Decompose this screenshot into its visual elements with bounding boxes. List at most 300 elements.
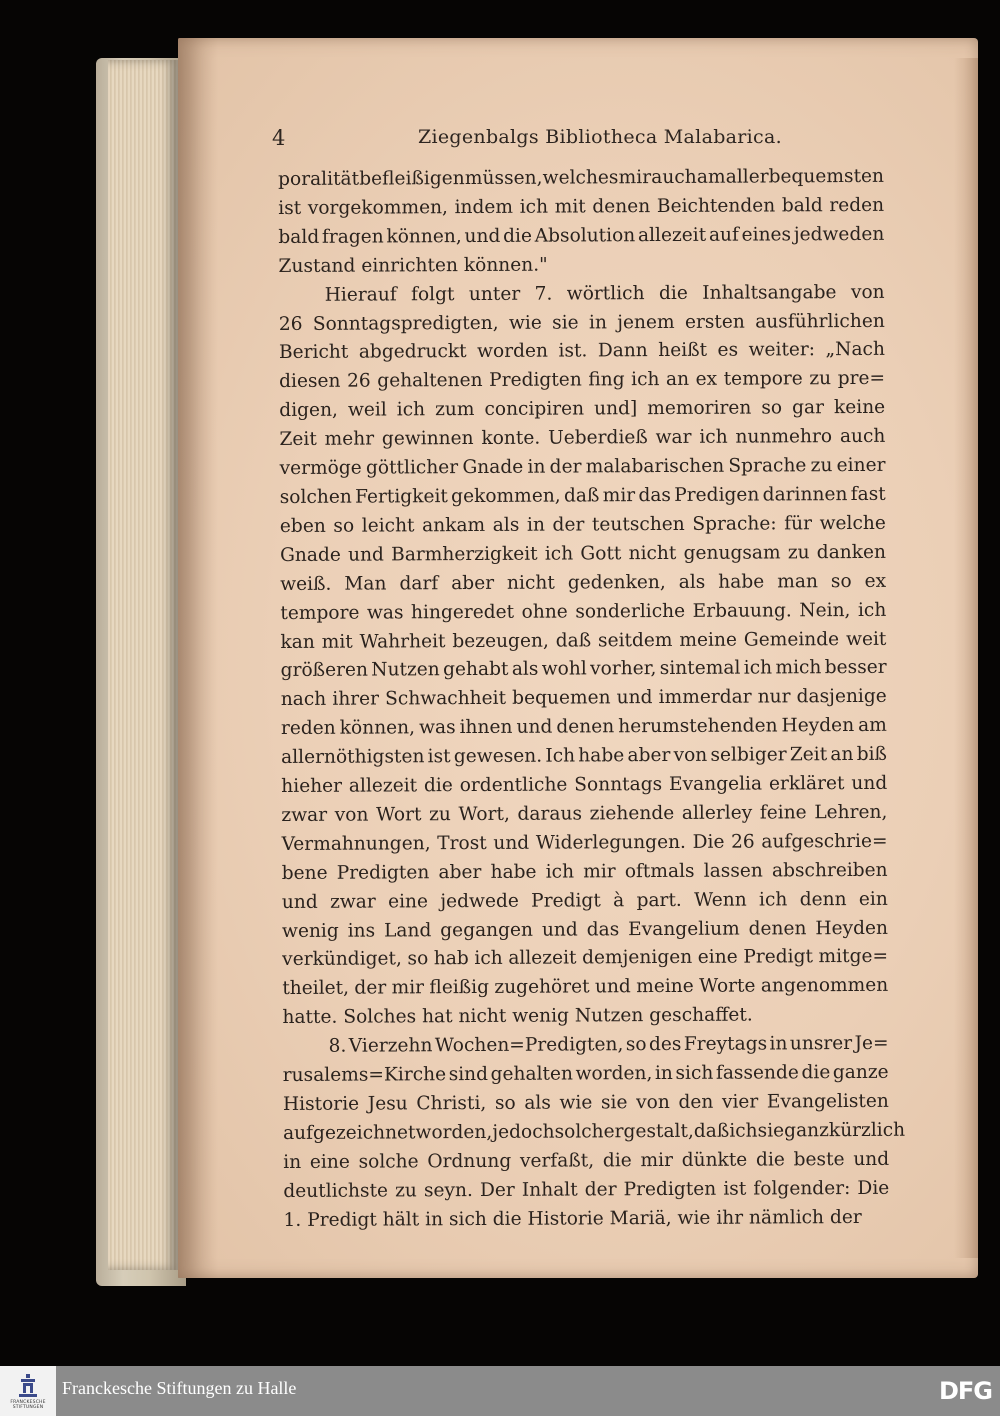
word: dasjenige	[796, 686, 887, 708]
word: die	[503, 225, 532, 247]
text-line	[283, 1059, 889, 1091]
word: hatte.	[282, 1006, 344, 1029]
word: aufgezeichnet	[283, 1122, 416, 1144]
word: ich	[631, 369, 660, 391]
word: der	[354, 977, 387, 999]
word: weil	[347, 399, 387, 421]
word: ersten	[684, 311, 745, 333]
word: Widerlegungen.	[535, 831, 686, 854]
text-line	[280, 539, 886, 571]
word: Predigt	[531, 889, 601, 912]
word: hat	[421, 1006, 459, 1028]
word: seyn.	[423, 1179, 473, 1201]
word: wenig	[512, 1005, 575, 1028]
word: mit	[321, 631, 353, 653]
word: sintemal	[659, 657, 741, 680]
word: Sprache:	[692, 513, 777, 535]
word: fragen	[321, 226, 384, 248]
word: ist	[427, 746, 451, 768]
word: ich	[699, 426, 728, 448]
word: in	[527, 456, 546, 478]
word: Sprache	[728, 455, 807, 477]
word: eine	[309, 1151, 350, 1173]
word: 26	[730, 831, 755, 853]
word: Predigten	[489, 369, 582, 392]
word: in	[769, 1033, 788, 1055]
word: denen	[748, 917, 807, 940]
word: habe	[718, 571, 765, 593]
word: vorgekommen,	[307, 197, 448, 219]
word: der	[584, 1178, 617, 1201]
word: in	[654, 1063, 673, 1085]
word: digen,	[279, 399, 338, 422]
word: ausführlichen	[755, 310, 885, 333]
word: fast	[850, 483, 886, 505]
word: eines	[741, 224, 792, 246]
word: malabarischen	[585, 455, 725, 478]
text-line	[280, 625, 886, 657]
logo-text: FRANCKESCHE STIFTUNGEN	[10, 1400, 46, 1410]
word: Wort,	[458, 803, 510, 826]
word: vermöge	[279, 457, 362, 480]
text-line	[279, 307, 885, 339]
word: allernöthigsten	[281, 746, 425, 769]
word: Ich	[545, 745, 576, 767]
word: Zustand	[278, 255, 362, 277]
word: den	[678, 1091, 714, 1113]
word: Worte	[699, 975, 756, 998]
word: es	[717, 340, 739, 362]
word: des	[648, 1034, 682, 1056]
word: ankam	[422, 514, 486, 537]
word: können,	[386, 225, 462, 248]
word: bald	[781, 195, 823, 217]
word: sie	[757, 1120, 785, 1142]
word: allerley	[681, 802, 753, 824]
word: besser	[824, 657, 887, 679]
word: Solches	[343, 1006, 423, 1028]
word: eine	[388, 890, 429, 913]
word: müssen,	[464, 167, 543, 190]
word: sind	[448, 1064, 489, 1086]
word: keine	[833, 397, 886, 419]
word: Gnade	[279, 544, 341, 566]
word: an	[830, 744, 854, 766]
word: reden	[829, 194, 885, 217]
word: aber	[451, 572, 495, 594]
word: teutschen	[591, 513, 685, 536]
text-line	[283, 1175, 889, 1207]
word: mitge=	[818, 946, 889, 968]
word: von	[636, 1091, 670, 1114]
word: das	[638, 484, 672, 507]
word: angenommen	[760, 975, 889, 997]
word: mir	[640, 1149, 674, 1171]
word: gegangen	[440, 919, 534, 941]
word: wohl	[541, 658, 587, 681]
word: ich	[729, 1120, 758, 1142]
word: hieher	[281, 775, 343, 798]
word: meine	[636, 976, 694, 998]
word: als	[492, 514, 520, 536]
word: zugehöret	[494, 976, 590, 999]
word: Predigt	[307, 1209, 383, 1231]
text-line	[280, 452, 886, 484]
word: in	[425, 1208, 450, 1230]
text-line	[281, 770, 887, 802]
dfg-logo: DFG	[938, 1377, 992, 1405]
word: so	[333, 515, 355, 537]
word: der	[549, 456, 582, 478]
word: vorher,	[590, 658, 657, 680]
word: zwar	[329, 891, 376, 913]
word: unsrer	[789, 1033, 853, 1055]
word: mir	[618, 167, 652, 189]
word: worden,	[575, 1063, 653, 1085]
word: bezeugen,	[452, 630, 549, 652]
word: so	[494, 1092, 516, 1114]
word: so	[761, 397, 783, 419]
word: ich	[544, 543, 574, 565]
word: ist	[278, 197, 302, 219]
word: auf	[708, 224, 739, 246]
word: daraus	[517, 803, 583, 825]
word: solchergestalt,	[554, 1120, 694, 1143]
word: Hierauf	[324, 284, 397, 306]
word: Inhaltsangabe	[702, 281, 837, 304]
word: „Nach	[825, 339, 885, 361]
word: wie	[559, 1092, 593, 1114]
word: diesen	[279, 371, 341, 393]
word: danken	[816, 541, 887, 563]
word: Absolution	[534, 224, 636, 247]
word: dünkte	[681, 1149, 748, 1171]
word: Heyden	[815, 917, 889, 939]
word: à	[613, 889, 625, 911]
word: die	[755, 1149, 785, 1171]
word: poralität	[278, 168, 360, 190]
text-line	[282, 857, 888, 889]
word: theilet,	[282, 978, 350, 1000]
word: sie	[600, 1092, 628, 1114]
word: zwar	[281, 804, 328, 826]
word: an	[665, 369, 690, 391]
word: in	[283, 1151, 302, 1173]
text-line	[281, 799, 887, 831]
word: Sonntagspredigten,	[312, 312, 499, 335]
word: die	[658, 282, 688, 304]
word: immerdar	[658, 686, 752, 709]
word: Inhalt	[521, 1179, 578, 1201]
institution-logo[interactable]	[0, 1366, 56, 1416]
word: selbiger	[710, 744, 787, 766]
word: nicht	[506, 572, 555, 594]
word: Vierzehn	[348, 1035, 433, 1057]
word: eine	[697, 947, 738, 969]
word: können."	[463, 254, 548, 276]
text-line	[282, 914, 888, 946]
word: die	[602, 1149, 632, 1172]
word: ist	[723, 1178, 747, 1200]
word: folgender:	[753, 1177, 851, 1200]
word: hingeredet	[410, 601, 515, 623]
word: denen	[592, 195, 651, 218]
word: 26	[346, 370, 371, 392]
word: tempore	[280, 602, 360, 624]
word: ist.	[558, 340, 588, 362]
word: Die	[692, 831, 725, 853]
word: gehaltenen	[377, 370, 483, 392]
word: deutlichste	[283, 1180, 389, 1202]
word: sie	[552, 311, 579, 334]
word: bequemen	[512, 687, 611, 710]
word: beste	[793, 1148, 845, 1171]
word: allezeit	[508, 947, 577, 970]
word: Wort	[376, 804, 422, 826]
word: ihr	[716, 1207, 750, 1229]
word: Wenn	[694, 889, 747, 911]
word: erkläret	[768, 773, 845, 795]
word: und	[281, 891, 318, 913]
word: und	[853, 1148, 890, 1170]
word: nämlich	[748, 1206, 830, 1229]
text-line	[281, 654, 887, 686]
word: Zeit	[789, 744, 828, 766]
word: darinnen	[762, 483, 848, 506]
word: ordentliche	[459, 774, 568, 797]
word: folgt	[411, 283, 455, 305]
word: genugsam	[683, 542, 781, 564]
word: vier	[721, 1091, 759, 1113]
word: können,	[339, 717, 416, 739]
word: darf	[399, 572, 439, 595]
word: jenem	[617, 311, 675, 333]
word: worden,	[415, 1121, 493, 1144]
word: hält	[382, 1208, 426, 1231]
text-line	[283, 1203, 889, 1235]
text-line	[281, 712, 887, 744]
word: daß	[555, 629, 592, 652]
word: oftmals	[624, 860, 695, 882]
word: weiter:	[748, 339, 816, 361]
word: gedenken,	[567, 571, 666, 594]
word: was	[366, 601, 404, 624]
word: und	[516, 716, 553, 738]
word: von	[673, 744, 708, 767]
word: als	[524, 1092, 551, 1114]
word: fing	[588, 369, 625, 391]
page-number: 4	[272, 126, 286, 150]
word: ich	[758, 888, 788, 911]
word: allezeit	[637, 224, 707, 246]
word: wie	[677, 1207, 717, 1229]
word: als	[678, 571, 706, 593]
word: ex	[695, 369, 718, 391]
word: auch	[839, 425, 886, 448]
text-line	[281, 828, 887, 860]
word: Bericht	[278, 342, 349, 364]
word: nicht	[458, 1006, 513, 1028]
word: befleißigen	[359, 168, 465, 190]
word: der	[552, 514, 585, 536]
word: kürzlich	[828, 1119, 906, 1142]
word: war	[655, 426, 692, 449]
word: aufgeschrie=	[761, 830, 888, 853]
word: Mariä,	[609, 1207, 678, 1229]
word: herumstehenden	[618, 715, 778, 738]
word: 26	[278, 313, 303, 335]
word: ich	[474, 948, 503, 970]
word: Sonntags	[574, 774, 663, 796]
text-line	[280, 596, 886, 628]
word: ich	[519, 196, 549, 218]
word: Ordnung	[427, 1150, 512, 1173]
word: Fertigkeit	[355, 486, 448, 508]
word: in	[588, 311, 607, 333]
word: aber	[438, 861, 482, 883]
text-line	[280, 510, 886, 542]
word: gewinnen	[381, 428, 474, 450]
word: Vermahnungen,	[281, 833, 431, 855]
word: Trost	[437, 832, 487, 855]
word: gar	[792, 397, 825, 419]
word: von	[850, 281, 885, 303]
body-text	[278, 163, 906, 1236]
footer-bar	[0, 1366, 1000, 1416]
word: zum	[435, 399, 475, 421]
word: wörtlich	[566, 282, 645, 305]
word: Nutzen	[574, 1005, 650, 1027]
word: indem	[454, 196, 514, 218]
word: Gott	[580, 542, 622, 565]
word: zu	[787, 542, 810, 564]
word: zu	[809, 368, 832, 390]
word: was	[418, 717, 456, 739]
word: Wahrheit	[359, 630, 446, 653]
word: am	[858, 715, 887, 737]
word: reden	[280, 717, 336, 740]
word: tempore	[723, 368, 803, 391]
word: denen	[556, 716, 615, 738]
word: gehabt	[443, 659, 509, 681]
text-line	[279, 278, 885, 310]
book-page-edges	[108, 60, 178, 1270]
word: sonderliche	[575, 600, 686, 623]
word: solchen	[279, 486, 352, 508]
word: Schwachheit	[385, 688, 507, 710]
word: Zeit	[279, 428, 317, 451]
word: größeren	[280, 659, 368, 682]
word: ihnen	[459, 716, 513, 739]
word: Freytags	[683, 1033, 768, 1056]
word: lassen	[703, 860, 763, 882]
word: verfaßt,	[519, 1150, 595, 1172]
word: leicht	[361, 515, 415, 537]
text-line	[278, 250, 884, 282]
word: als	[511, 659, 539, 681]
word: und	[348, 544, 384, 566]
word: zu	[810, 455, 833, 477]
word: jedweden	[793, 223, 885, 246]
word: solche	[358, 1151, 419, 1173]
word: und	[464, 225, 501, 247]
word: Evangelia	[668, 773, 763, 795]
word: welche	[819, 512, 886, 535]
word: habe	[578, 745, 625, 767]
word: mir	[583, 860, 616, 883]
word: konte.	[481, 427, 541, 450]
word: so	[625, 1034, 647, 1056]
word: und	[616, 687, 653, 709]
word: die	[423, 775, 453, 797]
word: mir	[391, 977, 425, 999]
word: abschreiben	[771, 859, 888, 882]
word: welches	[542, 167, 619, 189]
word: Lehren,	[814, 801, 888, 824]
word: gewesen.	[453, 745, 543, 768]
running-head: Ziegenbalgs Bibliotheca Malabarica.	[418, 126, 782, 148]
word: biß	[856, 743, 888, 766]
text-line	[278, 192, 884, 224]
text-line	[279, 365, 885, 397]
word: demjenigen	[582, 947, 693, 969]
word: Je=	[854, 1033, 889, 1055]
gutter-shadow	[178, 38, 218, 1278]
word: auch	[651, 166, 697, 189]
word: einer	[836, 454, 886, 477]
word: mehr	[324, 428, 375, 450]
page-right-edge	[954, 58, 978, 1258]
text-line	[283, 1088, 889, 1120]
word: heißt	[658, 340, 708, 362]
word: Land	[383, 919, 432, 942]
text-line	[280, 481, 886, 513]
word: so	[407, 948, 429, 970]
word: daß	[693, 1120, 730, 1142]
word: nunmehro	[735, 426, 833, 448]
word: 1.	[283, 1209, 308, 1231]
word: ich	[743, 657, 773, 679]
word: Historie	[527, 1207, 610, 1230]
word: Barmherzigkeit	[391, 543, 538, 566]
word: habe	[490, 861, 537, 883]
word: fassende	[715, 1062, 799, 1084]
word: memoriren	[647, 397, 752, 420]
word: und]	[594, 398, 638, 420]
word: nach	[280, 689, 327, 711]
book-page	[178, 38, 978, 1278]
word: Die	[857, 1177, 890, 1199]
text-line	[282, 943, 888, 975]
word: kan	[280, 631, 315, 653]
word: für	[784, 513, 813, 535]
word: jedoch	[492, 1121, 555, 1143]
word: unter	[468, 283, 521, 305]
word: zu	[395, 1180, 417, 1202]
institution-name: Franckesche Stiftungen zu Halle	[62, 1378, 297, 1398]
word: Beichtenden	[656, 195, 776, 217]
word: Jesu	[367, 1093, 408, 1115]
word: bene	[281, 862, 328, 884]
word: meine	[679, 629, 738, 651]
text-line	[281, 683, 887, 715]
word: Wochen=Predigten,	[434, 1034, 624, 1057]
word: das	[586, 918, 620, 940]
word: Predigten	[623, 1178, 717, 1200]
word: weiß.	[280, 573, 332, 595]
word: und	[493, 832, 530, 854]
word: wie	[508, 312, 542, 334]
